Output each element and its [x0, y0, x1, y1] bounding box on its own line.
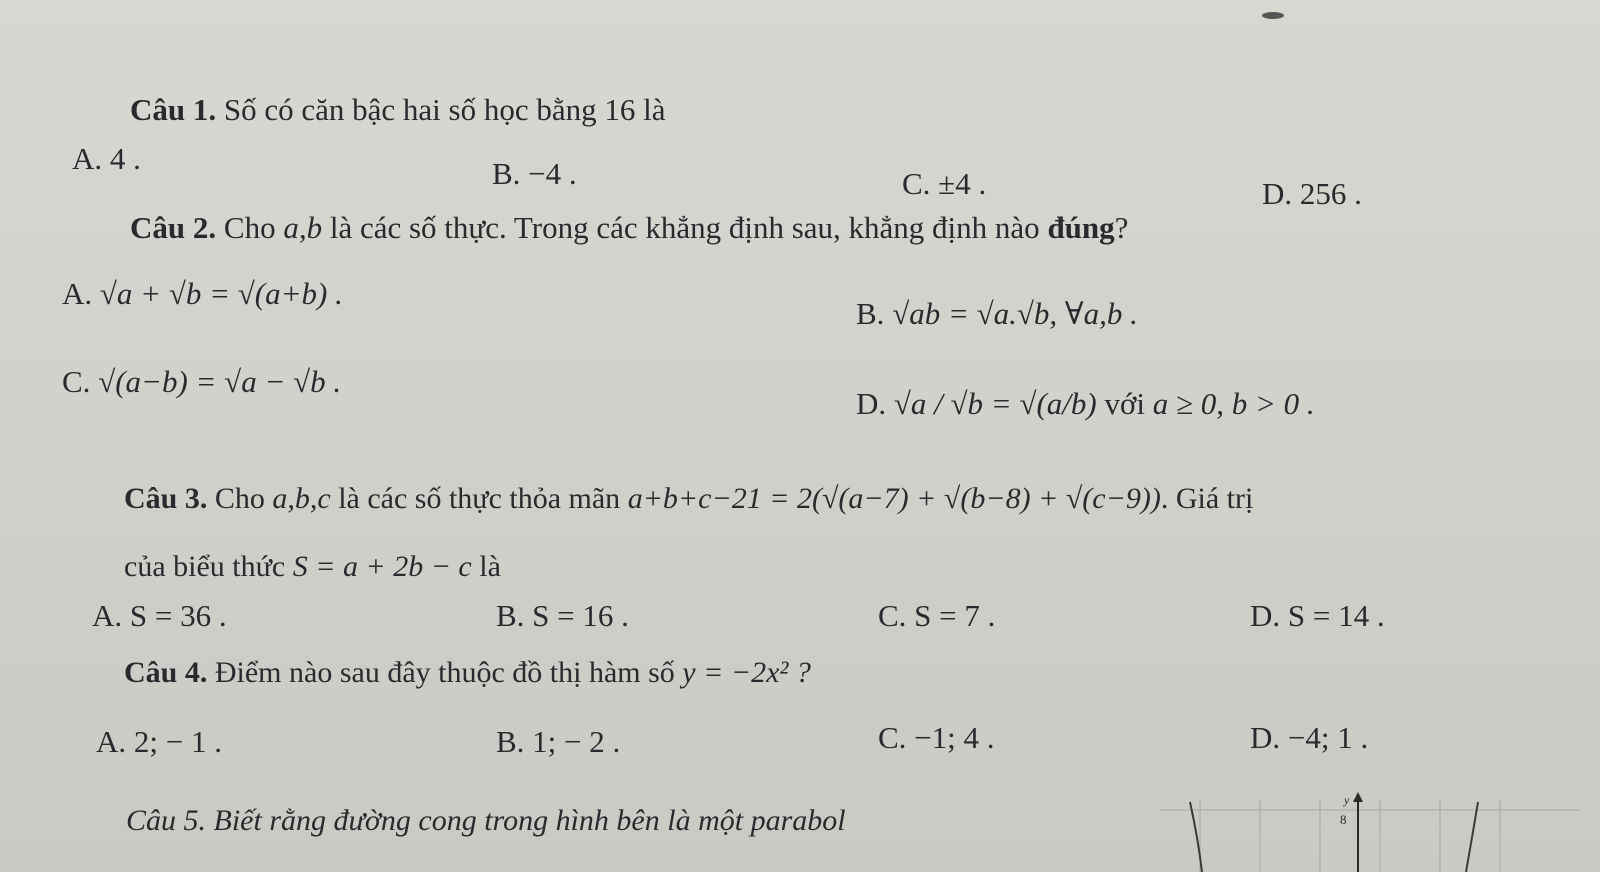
q1-option-a: A. 4 . [72, 141, 141, 176]
question-3-text-mid: là các số thực thỏa mãn [338, 482, 621, 515]
question-2-qmark: ? [1114, 210, 1129, 245]
question-1-line [130, 94, 666, 125]
q4-option-b: B. 1; − 2 . [496, 724, 621, 759]
q2-option-a [62, 278, 343, 309]
question-1-text: Số có căn bậc hai số học bằng 16 là [223, 92, 666, 127]
parabol-graph-partial [1160, 788, 1580, 872]
q2-option-c-label: C. [62, 364, 91, 399]
question-3-line2-post: là [479, 550, 501, 583]
q2-option-b-expr: √ab = √a.√b, ∀a,b . [892, 296, 1138, 331]
q3-option-d: D. S = 14 . [1250, 598, 1385, 633]
question-4-line [124, 658, 811, 688]
graph-y-label: y [1344, 793, 1350, 807]
q3-option-a: A. S = 36 . [92, 598, 227, 633]
q2-option-b-label: B. [856, 296, 885, 331]
q1-option-d: D. 256 . [1262, 176, 1362, 211]
question-2-label: Câu 2. [130, 210, 217, 245]
question-2-text-post: là các số thực. Trong các khẳng định sau, khẳng định nào [329, 210, 1040, 245]
question-2-vars: a,b [283, 210, 323, 245]
q2-option-d-text: với [1104, 386, 1145, 421]
question-3-text-post: . Giá trị [1160, 482, 1254, 515]
q1-option-c: C. ±4 . [902, 166, 987, 201]
q4-option-a: A. 2; − 1 . [96, 724, 222, 759]
q3-option-c: C. S = 7 . [878, 598, 996, 633]
q4-option-c: C. −1; 4 . [878, 720, 995, 755]
question-3-line2-pre: của biểu thức [124, 550, 286, 583]
question-3-line [124, 484, 1253, 514]
q2-option-c-expr: √(a−b) = √a − √b . [98, 364, 342, 399]
question-3-equation: a+b+c−21 = 2(√(a−7) + √(b−8) + √(c−9)) [627, 482, 1161, 515]
q2-option-d-label: D. [856, 386, 887, 421]
q2-option-d-cond: a ≥ 0, b > 0 . [1152, 386, 1315, 421]
q2-option-c [62, 366, 341, 397]
q4-option-d: D. −4; 1 . [1250, 720, 1369, 755]
q2-option-a-label: A. [62, 276, 93, 311]
question-2-emphasis: đúng [1047, 210, 1115, 245]
q2-option-d-expr: √a / √b = √(a/b) [893, 386, 1097, 421]
question-5-line [126, 806, 846, 836]
q2-option-a-expr: √a + √b = √(a+b) . [99, 276, 343, 311]
q2-option-d [856, 388, 1315, 419]
question-4-label: Câu 4. [124, 656, 208, 689]
question-3-label: Câu 3. [124, 482, 208, 515]
ink-smudge [1262, 12, 1284, 19]
question-5-text: Biết rằng đường cong trong hình bên là một parabol [213, 804, 846, 837]
graph-tick-label: 8 [1340, 812, 1347, 827]
question-2-line [130, 212, 1128, 243]
question-3-line-2 [124, 552, 501, 582]
question-3-text-pre: Cho [214, 482, 265, 515]
question-4-text: Điểm nào sau đây thuộc đồ thị hàm số [214, 656, 675, 689]
question-3-vars: a,b,c [272, 482, 331, 515]
question-2-text-pre: Cho [223, 210, 276, 245]
q3-option-b: B. S = 16 . [496, 598, 629, 633]
question-5-label: Câu 5. [126, 804, 207, 837]
q1-option-b: B. −4 . [492, 156, 577, 191]
question-4-function: y = −2x² ? [682, 656, 811, 689]
q2-option-b [856, 298, 1138, 329]
question-3-expression: S = a + 2b − c [292, 550, 472, 583]
question-1-label: Câu 1. [130, 92, 217, 127]
